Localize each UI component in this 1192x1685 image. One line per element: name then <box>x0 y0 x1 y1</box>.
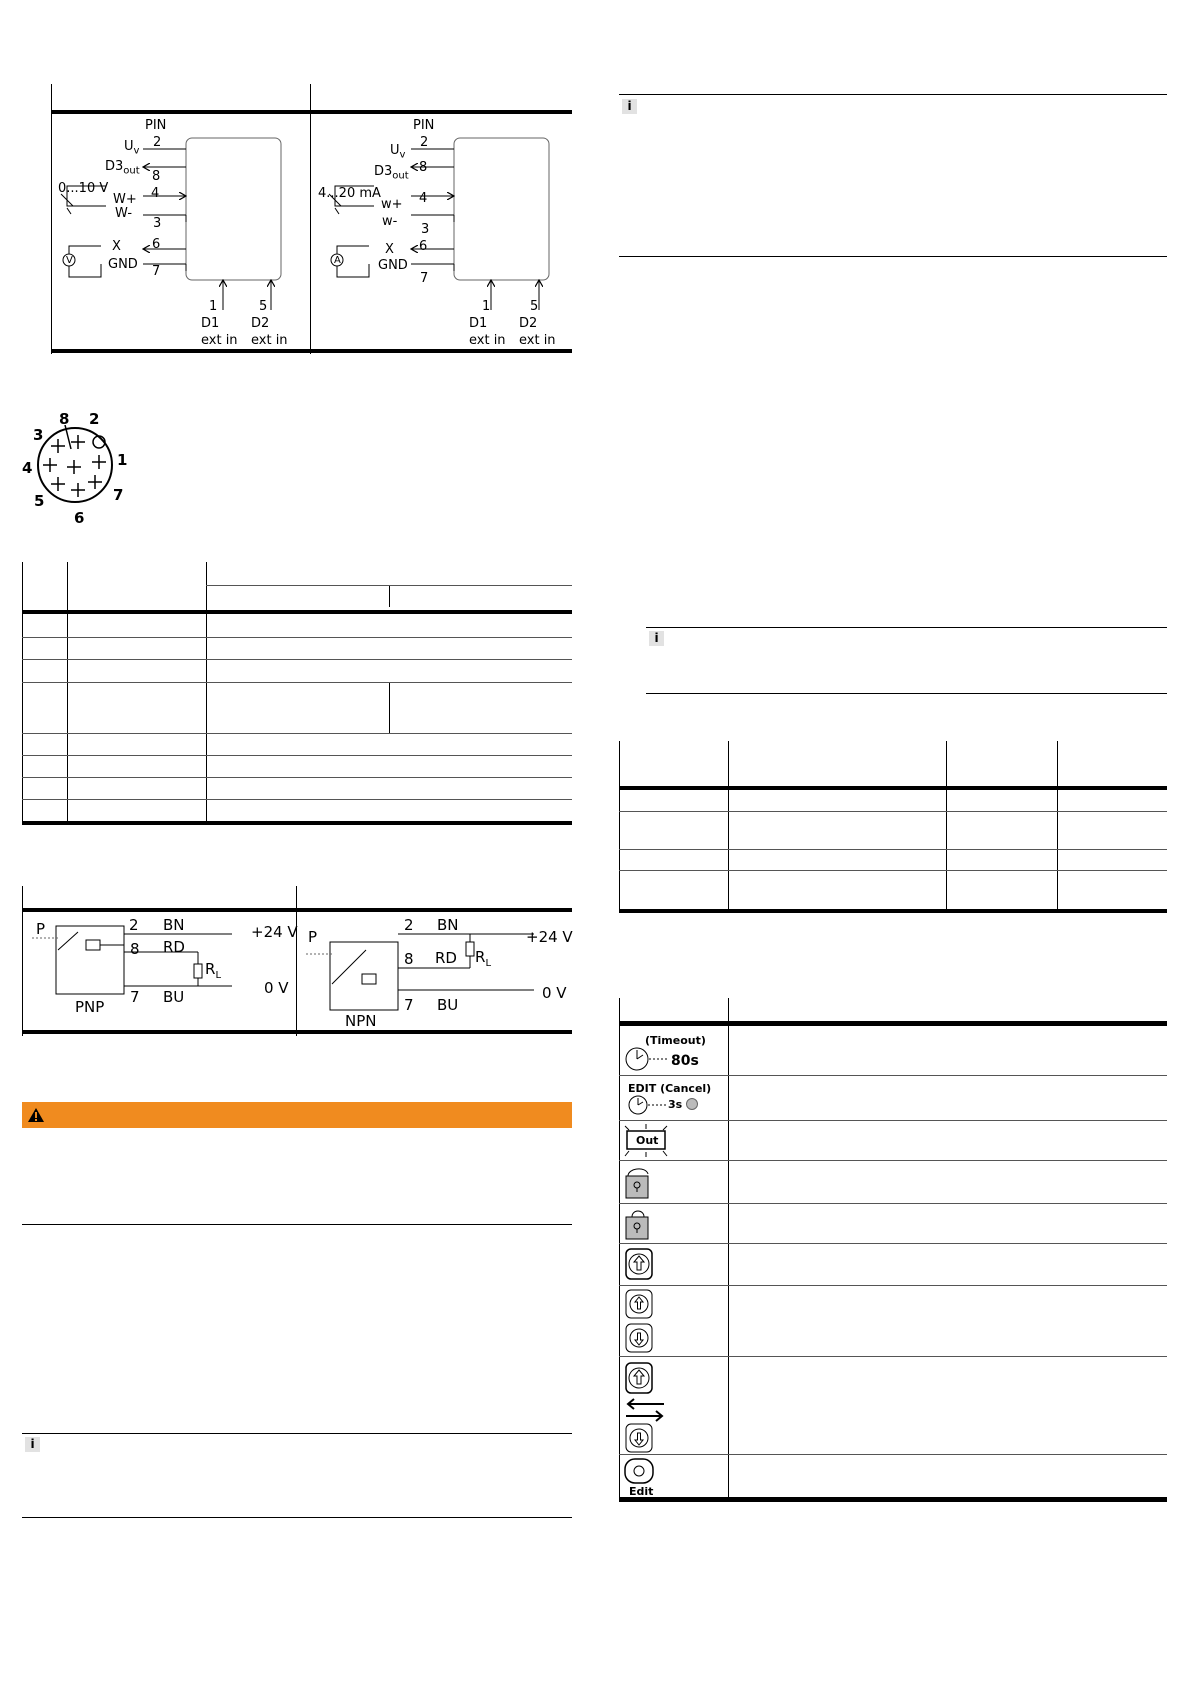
supply-label-right: $U_v$ <box>390 143 406 161</box>
edit-cancel-clock-icon <box>628 1094 668 1116</box>
pnp-type-label: PNP <box>75 998 105 1016</box>
pnp-pin-2: 2 <box>129 916 139 934</box>
range-label-right: 4...20 mA <box>318 186 381 201</box>
w-plus-right: w+ <box>381 197 403 212</box>
left-note-info-icon: i <box>25 1437 40 1452</box>
d2-label-right: D2 <box>519 316 538 331</box>
npn-zero-label: 0 V <box>542 984 567 1002</box>
left-note-bottom-rule <box>22 1517 572 1518</box>
connector-pin-1: 1 <box>117 451 128 469</box>
pin-5-left: 5 <box>259 299 268 314</box>
swap-arrows-icon <box>624 1398 666 1422</box>
pin-2-right: 2 <box>420 135 429 150</box>
range-label-left: 0...10 V <box>58 181 109 196</box>
d1-label-left: D1 <box>201 316 220 331</box>
indented-note-bottom-rule <box>646 693 1167 694</box>
pin-4-right: 4 <box>419 191 428 206</box>
d2-label-left: D2 <box>251 316 270 331</box>
pin-1-right: 1 <box>482 299 491 314</box>
pnp-pin-7: 7 <box>130 988 140 1006</box>
warning-bottom-rule <box>22 1224 572 1225</box>
down-large-button-icon <box>625 1423 653 1453</box>
x-label-right: X <box>385 242 394 257</box>
device-box-right <box>454 138 549 280</box>
pin-8-left: 8 <box>152 169 161 184</box>
out-label-right: $D3_{out}$ <box>374 164 409 182</box>
pin-2-left: 2 <box>153 135 162 150</box>
gnd-label-right: GND <box>378 258 408 273</box>
ext-in-d2-right: ext in <box>519 333 556 348</box>
timeout-value: 80s <box>671 1053 699 1069</box>
pnp-bu-label: BU <box>163 988 185 1006</box>
npn-plus24-label: +24 V <box>526 928 573 946</box>
d1-label-right: D1 <box>469 316 488 331</box>
meter-label-left: V <box>66 255 73 266</box>
connector-pinout-diagram <box>35 425 115 505</box>
right-note-bottom-rule <box>619 256 1167 257</box>
connector-pin-7: 7 <box>113 486 124 504</box>
indented-note-info-icon: i <box>649 631 664 646</box>
pin-7-right: 7 <box>420 271 429 286</box>
right-note-top-rule <box>619 94 1167 95</box>
pin-7-left: 7 <box>152 264 161 279</box>
npn-pin-8: 8 <box>404 950 414 968</box>
edit-label: Edit <box>629 1485 654 1498</box>
up-large-button-icon <box>625 1362 653 1394</box>
out-label-left: $D3_{out}$ <box>105 159 140 177</box>
connector-pin-5: 5 <box>34 492 45 510</box>
w-plus-left: W+ <box>113 192 137 207</box>
npn-bn-label: BN <box>437 916 459 934</box>
pin-1-left: 1 <box>209 299 218 314</box>
left-note-top-rule <box>22 1433 572 1434</box>
pin-3-right: 3 <box>421 222 430 237</box>
edit-cancel-value: 3s <box>668 1098 683 1111</box>
npn-pin-2: 2 <box>404 916 414 934</box>
pnp-bn-label: BN <box>163 916 185 934</box>
warning-header-bar <box>22 1102 572 1128</box>
indented-note-top-rule <box>646 627 1167 628</box>
gnd-label-left: GND <box>108 257 138 272</box>
pnp-rl-label: $R_L$ <box>205 960 222 981</box>
npn-rl-label: $R_L$ <box>475 948 492 969</box>
pin-header-left: PIN <box>145 118 167 133</box>
timeout-clock-icon <box>625 1046 671 1072</box>
ext-in-d1-left: ext in <box>201 333 238 348</box>
supply-label-left: $U_v$ <box>124 139 140 157</box>
npn-pin-7: 7 <box>404 996 414 1014</box>
x-label-left: X <box>112 239 121 254</box>
out-label: Out <box>636 1134 659 1147</box>
connector-pin-4: 4 <box>22 459 33 477</box>
connector-pin-8: 8 <box>59 410 70 428</box>
warning-triangle-icon <box>27 1107 45 1123</box>
status-led-icon <box>686 1098 698 1110</box>
pnp-plus24-label: +24 V <box>251 923 298 941</box>
pnp-p-label: P <box>36 920 46 938</box>
pnp-rd-label: RD <box>163 938 185 956</box>
timeout-label: (Timeout) <box>645 1034 706 1047</box>
pin-6-left: 6 <box>152 237 161 252</box>
pin-3-left: 3 <box>153 216 162 231</box>
pin-header-right: PIN <box>413 118 435 133</box>
w-minus-left: W- <box>115 206 133 221</box>
pnp-zero-label: 0 V <box>264 979 289 997</box>
lock-padlock-icon <box>624 1207 652 1241</box>
right-note-info-icon: i <box>622 99 637 114</box>
connector-pin-6: 6 <box>74 509 85 527</box>
pnp-pin-8: 8 <box>130 940 140 958</box>
connector-pin-3: 3 <box>33 426 44 444</box>
down-small-button-icon <box>625 1323 653 1353</box>
up-small-button-icon <box>625 1289 653 1319</box>
ext-in-d1-right: ext in <box>469 333 506 348</box>
npn-p-label: P <box>308 928 318 946</box>
edit-button-icon <box>624 1458 654 1484</box>
up-button-icon <box>625 1248 653 1280</box>
connector-pin-2: 2 <box>89 410 100 428</box>
ext-in-d2-left: ext in <box>251 333 288 348</box>
pin-8-right: 8 <box>419 160 428 175</box>
npn-rd-label: RD <box>435 949 457 967</box>
pin-5-right: 5 <box>530 299 539 314</box>
npn-type-label: NPN <box>345 1012 377 1030</box>
pnp-sensor-box <box>56 926 124 994</box>
w-minus-right: w- <box>382 214 398 229</box>
unlock-padlock-icon <box>624 1164 652 1200</box>
pin-4-left: 4 <box>151 186 160 201</box>
meter-label-right: A <box>334 255 341 266</box>
edit-cancel-label: EDIT (Cancel) <box>628 1082 712 1095</box>
npn-bu-label: BU <box>437 996 459 1014</box>
pin-6-right: 6 <box>419 239 428 254</box>
device-box-left <box>186 138 281 280</box>
